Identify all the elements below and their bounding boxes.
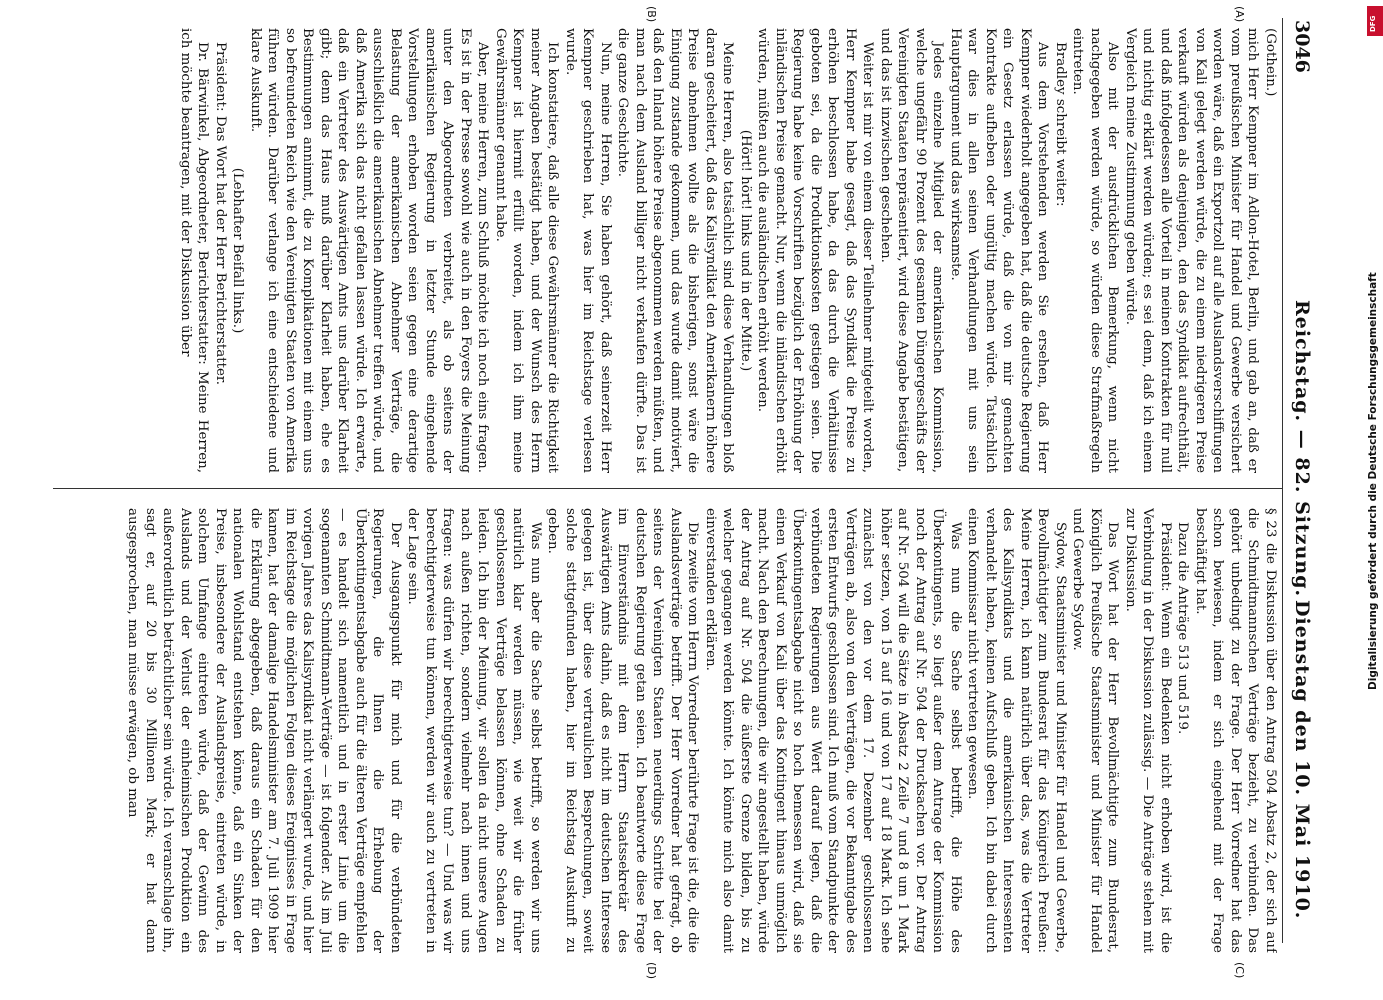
paragraph: Sydow, Staatsminister und Minister für Handel und Gewerbe, Bevollmächtigter zum Bundesrat für das Königreich Preußen: Meine Herren, ich kann natürlich über das, was die Vertreter des Kalisyndikats und die amerikanischen Interessenten verhandelt haben, keinen Aufschluß geben. Ich bin dabei durch einen Kommissar nicht vertreten gewesen.: [965, 508, 1068, 953]
page-number: 3046: [1291, 20, 1313, 73]
paragraph: Was nun die Sache selbst betrifft, die Höhe des Überkontingents, so liegt außer dem Antrage der Kommission noch der Antrag auf Nr. 504 der Drucksachen vor. Der Antrag auf Nr. 504 will die Sätze in Absatz 2 Zeile 7 und 8 um 1 Mark höher setzen, von 15 auf 16 und von 17 auf 18 Mark. Ich sehe zunächst von den vor dem 17. Dezember geschlossenen Verträgen ab, also von den Verträgen, die vor Bekanntgabe des ersten Entwurfs geschlossen sind. Ich muß vom Standpunkte der verbündeten Regierungen aus Wert darauf legen, daß die Überkontingentsabgabe nicht so hoch bemessen wird, daß sie einen Verkauf von Kali über das Kontingent hinaus unmöglich macht. Nach den Berechnungen, die wir angestellt haben, würde der Antrag auf Nr. 504 die äußerste Grenze bilden, bis zu welcher gegangen werden könnte. Ich könnte mich also damit einverstanden erklären.: [703, 508, 963, 953]
paragraph: Aus dem Vorstehenden werden Sie ersehen, daß Herr Kempner wiederholt angegeben hat, daß die deutsche Regierung ein Gesetz erlassen würde, daß die von mir gemachten Kontrakte aufheben oder ungültig machen würde. Tatsächlich war dies in allen seinen Verhandlungen mit uns sein Hauptargument und das wirksamste.: [948, 28, 1051, 473]
paragraph: Weiter ist mir von einem dieser Teilnehmer mitgeteilt worden, Herr Kempner habe gesagt, daß das Syndikat die Preise zu erhöhen beschlossen habe, da das durch die Verhältnisse geboten sei, da die Produktionskosten gestiegen seien. Die Regierung habe keine Vorschriften bezüglich der Erhöhung der inländischen Preise gemacht. Nur, wenn die inländischen erhöht würden, müßten auch die ausländischen erhöht werden.: [755, 28, 876, 473]
digitization-note: Digitalisierung gefördert durch die Deutsche Forschungsgemeinschaft: [1367, 272, 1379, 690]
paragraph: Also mit der ausdrücklichen Bemerkung, wenn nicht nachgegeben werden würde, so würden diese Strafmaßregeln eintreten.: [1070, 28, 1121, 473]
paragraph: Nun, meine Herren, Sie haben gehört, daß seinerzeit Herr Kempner geschrieben hat, was hier im Reichstage verlesen wurde.: [563, 28, 613, 473]
paragraph: § 23 die Diskussion über den Antrag 504 Absatz 2, der sich auf die Schmidtmannschen Verträge bezieht, zu verbinden. Das gehört unbedingt zu der Frage. Der Herr Vorredner hat das schon bewiesen, indem er sich eingehend mit der Frage beschäftigt hat.: [1193, 508, 1278, 953]
paragraph: Die zweite vom Herrn Vorredner berührte Frage ist die, die die Auslandsverträge betrifft. Der Herr Vorredner hat gefragt, ob seitens der Vereinigten Staaten neuerdings Schritte bei der deutschen Regierung getan seien. Ich beantworte diese Frage im Einverständnis mit dem Herrn Staatssekretär des Auswärtigen Amts dahin, daß es nicht im deutschen Interesse gelegen ist, über diese vertraulichen Besprechungen, soweit solche stattgefunden haben, hier im Reichstag Auskunft zu geben.: [545, 508, 701, 953]
margin-marker-c: (C): [1233, 962, 1246, 979]
interjection: (Hört! hört! links und in der Mitte.): [738, 129, 753, 372]
paragraph: Der Ausgangspunkt für mich und für die verbündeten Regierungen, die Ihnen die Erhebung der Überkontingentsabgabe auch für die älteren Verträge empfehlen — es handelt sich namentlich und in erster Linie um die sogenannten Schmidtmann-Verträge — ist folgender. Als im Juli vorigen Jahres das Kalisyndikat nicht verlängert wurde, und hier im Reichstage die möglichen Folgen dieses Ereignisses in Frage kamen, hat der damalige Handelsminister am 7. Juli 1909 hier die Erklärung abgegeben, daß daraus ein Schaden für den nationalen Wohlstand entstehen könne, daß ein Sinken der Preise, insbesondere der Auslandspreise, eintreten würde, in solchem Umfange eintreten würde, daß der Gewinn des Auslands und der Verlust der einheimischen Produktion ein außerordentlich beträchtlicher sein würde. Ich veranschlage ihn, sagt er, auf 20 bis 30 Millionen Mark; er hat dann ausgesprochen, man müsse erwägen, ob man: [125, 508, 403, 953]
paragraph: Dazu die Anträge 513 und 519.: [1175, 522, 1191, 735]
paragraph: Was nun aber die Sache selbst betrifft, so werden wir uns natürlich klar werden müssen, wie weit wir die früher geschlossenen Verträge belassen können, ohne Schaden zu leiden. Ich bin der Meinung, wir sollen da nicht unsere Augen nach außen richten, sondern vielmehr nach innen und uns fragen: was dürfen wir berechtigterweise tun? — Und was wir berechtigterweise tun können, werden wir auch zu vertreten in der Lage sein.: [405, 508, 543, 953]
margin-marker-b: (B): [645, 6, 658, 23]
speaker-tag: (Gothein.): [1263, 28, 1278, 97]
paragraph: Jedes einzelne Mitglied der amerikanischen Kommission, welche ungefähr 90 Prozent des gesamten Düngergeschäfts der Vereinigten Staaten repräsentiert, wird diese Angabe bestätigen,: [895, 28, 946, 473]
paragraph: Präsident: Das Wort hat der Herr Berichterstatter.: [213, 42, 228, 386]
interjection: (Lebhafter Beifall links.): [230, 167, 246, 334]
paragraph: Bradley schreibt weiter:: [1053, 42, 1068, 207]
paragraph: Ich konstatiere, daß alle diese Gewährsmänner die Richtigkeit meiner Angaben bestätigt haben, und der Wunsch des Herrn Kempner ist hiermit erfüllt worden, indem ich ihm meine Gewährsmänner genannt habe.: [493, 28, 561, 473]
right-column: [59, 508, 1279, 953]
session-title: Reichstag. — 82. Sitzung.: [1291, 300, 1313, 598]
page-header: [1283, 0, 1313, 1000]
left-column: [59, 28, 1279, 473]
header-rule: [1282, 18, 1283, 943]
session-date: Dienstag den 10. Mai 1910.: [1291, 600, 1313, 920]
paragraph: Meine Herren, also tatsächlich sind diese Verhandlungen bloß daran gescheitert, daß das Kalisyndikat den Amerikanern höhere Preise abnehmen wollte als die bisherigen, sonst wäre die Einigung zustande gekommen, und das wurde damit motiviert, daß den Inland höhere Preise abgenommen werden müßten, und man nach dem Ausland billiger nicht verkaufen dürfte. Das ist die ganze Geschichte.: [615, 28, 736, 473]
dfg-logo: DFG: [1367, 6, 1383, 36]
paragraph: Präsident: Wenn ein Bedenken nicht erhoben wird, ist die Verbindung in der Diskussion zulässig. — Die Anträge stehen mit zur Diskussion.: [1123, 508, 1173, 953]
margin-marker-d: (D): [645, 962, 658, 980]
paragraph: Aber, meine Herren, zum Schluß möchte ich noch eins fragen. Es ist in der Presse sowohl wie auch in den Foyers die Meinung unter den Abgeordneten verbreitet, als ob seitens der amerikanischen Regierung in letzter Stunde eingehende Vorstellungen erhoben worden seien gegen eine derartige Belastung der amerikanischen Abnehmer Verträge, die ausschließlich die amerikanischen Abnehmer treffen würde, und daß Amerika sich das nicht gefallen lassen würde. Ich erwarte, daß ein Vertreter des Auswärtigen Amts uns darüber Klarheit gibt; denn das Haus muß darüber Klarheit haben, ehe es Bestimmungen annimmt, die zu Komplikationen mit einem uns so befreundeten Reich wie den Vereinigten Staaten von Amerika führen würden. Darüber verlange ich eine entschiedene und klare Auskunft.: [248, 28, 491, 473]
paragraph: mich Herr Kempner im Adlon-Hotel, Berlin, und gab an, daß er vom preußischen Minister für Handel und Gewerbe versichert worden wäre, daß ein Exportzoll auf alle Auslandsverschiffungen von Kali gelegt werden würde, die zu einem niedrigeren Preise verkauft würden als denjenigen, den das Syndikat aufrechthält, und daß infolgedessen alle Vorteil in meinen Kontrakten für null und nichtig erklärt werden würden; es sei denn, daß ich einem Vergleich meine Zustimmung geben würde.: [1123, 28, 1261, 473]
margin-marker-a: (A): [1233, 6, 1246, 23]
paragraph: Dr. Bärwinkel, Abgeordneter, Berichterstatter: Meine Herren, ich möchte beantragen, mit der Diskussion über: [178, 28, 211, 473]
column-rule: [53, 488, 1283, 489]
paragraph: und das ist inzwischen geschehen.: [878, 28, 893, 263]
paragraph: Das Wort hat der Herr Bevollmächtigte zum Bundesrat, Königlich Preußische Staatsminister und Minister für Handel und Gewerbe Sydow.: [1070, 508, 1121, 953]
